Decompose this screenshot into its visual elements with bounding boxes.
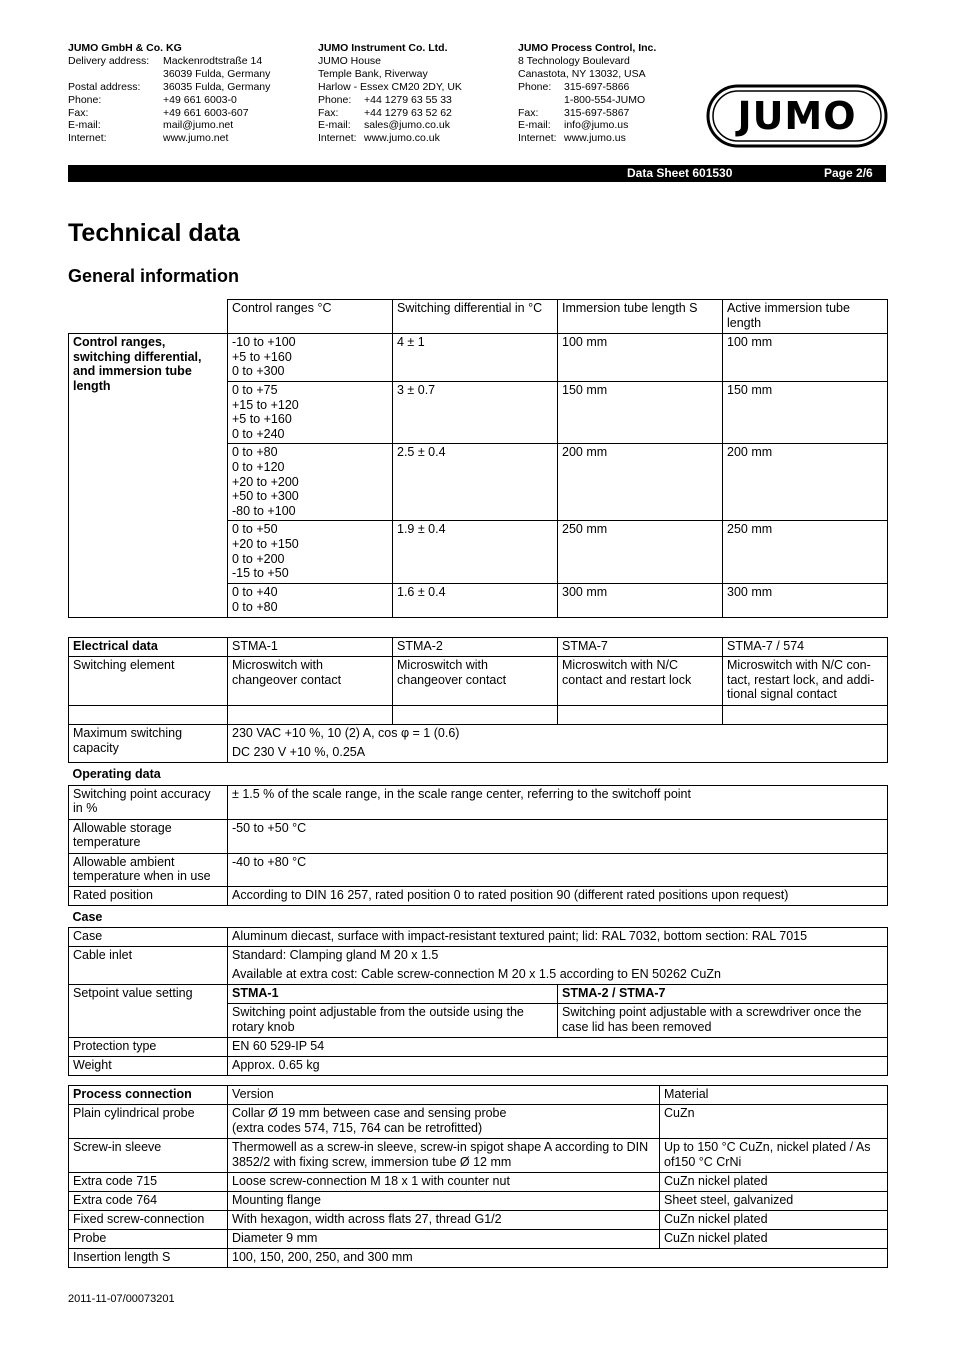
column-header: STMA-1 [228, 638, 393, 657]
table-row: 0 to +40 0 to +80 1.6 ± 0.4 300 mm 300 mm [69, 584, 888, 617]
column-header: Version [228, 1086, 660, 1105]
table-row: Weight Approx. 0.65 kg [69, 1057, 888, 1076]
table-row: Screw-in sleeve Thermowell as a screw-in sleeve, screw-in spigot shape A according to DIN 3852/2 with fixing screw, immersion tube Ø 12 mm Up to 150 °C CuZn, nickel plated / As of150 °C CrNi [69, 1139, 888, 1173]
header-banner [68, 165, 886, 182]
column-header: Material [660, 1086, 888, 1105]
table-row: Cable inlet Standard: Clamping gland M 20 x 1.5 [69, 947, 888, 966]
column-header: Immersion tube length S [558, 300, 723, 334]
company-name: JUMO Instrument Co. Ltd. [318, 42, 448, 54]
table-row: Extra code 715 Loose screw-connection M 18 x 1 with counter nut CuZn nickel plated [69, 1173, 888, 1192]
table-row: Switching point accuracy in % ± 1.5 % of the scale range, in the scale range center, referring to the switchoff point [69, 785, 888, 819]
electrical-header-row [69, 638, 888, 657]
column-header: Switching differential in °C [393, 300, 558, 334]
page-title: Technical data [68, 219, 240, 247]
section-heading: Process connection [69, 1086, 228, 1105]
table-row: Insertion length S 100, 150, 200, 250, and 300 mm [69, 1249, 888, 1268]
column-header: Active immersion tube length [723, 300, 888, 334]
section-heading: Electrical data [69, 638, 228, 657]
operating-heading-row [69, 763, 888, 786]
table-row: Plain cylindrical probe Collar Ø 19 mm between case and sensing probe (extra codes 574, 715, 764 can be retrofitted) CuZn [69, 1105, 888, 1139]
table-row: Fixed screw-connection With hexagon, width across flats 27, thread G1/2 CuZn nickel plated [69, 1211, 888, 1230]
table-row: Control ranges, switching differential, and immersion tube length -10 to +100 +5 to +160 0 to +300 4 ± 1 100 mm 100 mm [69, 334, 888, 382]
table-row: Probe Diameter 9 mm CuZn nickel plated [69, 1230, 888, 1249]
table-row: Allowable ambient temperature when in use -40 to +80 °C [69, 853, 888, 886]
general-info-table [68, 299, 888, 618]
table-row: Allowable storage temperature -50 to +50 °C [69, 819, 888, 853]
table-row: Switching point adjustable from the outside using the rotary knob Switching point adjustable with a screwdriver once the case lid has been removed [69, 1004, 888, 1038]
footer-date-code: 2011-11-07/00073201 [68, 1293, 175, 1305]
column-header: STMA-7 / 574 [723, 638, 888, 657]
electrical-operating-case-table [68, 637, 888, 1076]
row-label: Control ranges, switching differential, and immersion tube length [69, 334, 228, 618]
jumo-logo [706, 84, 888, 148]
process-connection-table [68, 1085, 888, 1268]
address-block-germany: JUMO GmbH & Co. KG Delivery address: Mackenrodtstraße 14 36039 Fulda, Germany Postal address: 36035 Fulda, Germany Phone: +49 661 6003-0 Fax: +49 661 6003-607 E-mail: mail@jumo.net Internet: www.jumo.net [68, 42, 271, 145]
case-heading-row [69, 905, 888, 928]
page-number: Page 2/6 [824, 166, 873, 180]
empty-row [69, 706, 888, 725]
table-row: 0 to +80 0 to +120 +20 to +200 +50 to +300 -80 to +100 2.5 ± 0.4 200 mm 200 mm [69, 444, 888, 521]
company-name: JUMO GmbH & Co. KG [68, 42, 182, 54]
address-block-uk: JUMO Instrument Co. Ltd. JUMO House Temple Bank, Riverway Harlow - Essex CM20 2DY, UK Phone: +44 1279 63 55 33 Fax: +44 1279 63 52 62 E-mail: sales@jumo.co.uk Internet: www.jumo.co.uk [318, 42, 462, 145]
process-header-row [69, 1086, 888, 1105]
table-row: Protection type EN 60 529-IP 54 [69, 1038, 888, 1057]
table-row: DC 230 V +10 %, 0.25A [69, 744, 888, 763]
table-row: Rated position According to DIN 16 257, rated position 0 to rated position 90 (different rated positions upon request) [69, 886, 888, 905]
row-label: Maximum switching capacity [69, 725, 228, 763]
table-row: Switching element Microswitch with changeover contact Microswitch with changeover contact Microswitch with N/C contact and restart lock Microswitch with N/C con-tact, restart lock, and addi-tional signal contact [69, 657, 888, 706]
table-row: Available at extra cost: Cable screw-connection M 20 x 1.5 according to EN 50262 CuZn [69, 966, 888, 985]
table-header-row [69, 300, 888, 334]
company-name: JUMO Process Control, Inc. [518, 42, 657, 54]
table-row: 0 to +75 +15 to +120 +5 to +160 0 to +240 3 ± 0.7 150 mm 150 mm [69, 382, 888, 444]
column-header: STMA-2 [393, 638, 558, 657]
section-heading: Case [72, 909, 103, 924]
table-row: Setpoint value setting STMA-1 STMA-2 / STMA-7 [69, 985, 888, 1004]
section-title: General information [68, 266, 240, 286]
column-header: Control ranges °C [228, 300, 393, 334]
address-block-usa: JUMO Process Control, Inc. 8 Technology Boulevard Canastota, NY 13032, USA Phone: 315-697-5866 1-800-554-JUMO Fax: 315-697-5867 E-mail: info@jumo.us Internet: www.jumo.us [518, 42, 657, 145]
datasheet-number: Data Sheet 601530 [627, 166, 733, 180]
row-label: Switching element [69, 657, 228, 706]
table-row: Case Aluminum diecast, surface with impact-resistant textured paint; lid: RAL 7032, bottom section: RAL 7015 [69, 928, 888, 947]
table-row: 0 to +50 +20 to +150 0 to +200 -15 to +50 1.9 ± 0.4 250 mm 250 mm [69, 521, 888, 584]
section-heading: Operating data [72, 767, 161, 781]
table-row: Extra code 764 Mounting flange Sheet steel, galvanized [69, 1192, 888, 1211]
logo-text: JUMO [737, 94, 857, 138]
column-header: STMA-7 [558, 638, 723, 657]
table-row: Maximum switching capacity 230 VAC +10 %, 10 (2) A, cos φ = 1 (0.6) [69, 725, 888, 744]
